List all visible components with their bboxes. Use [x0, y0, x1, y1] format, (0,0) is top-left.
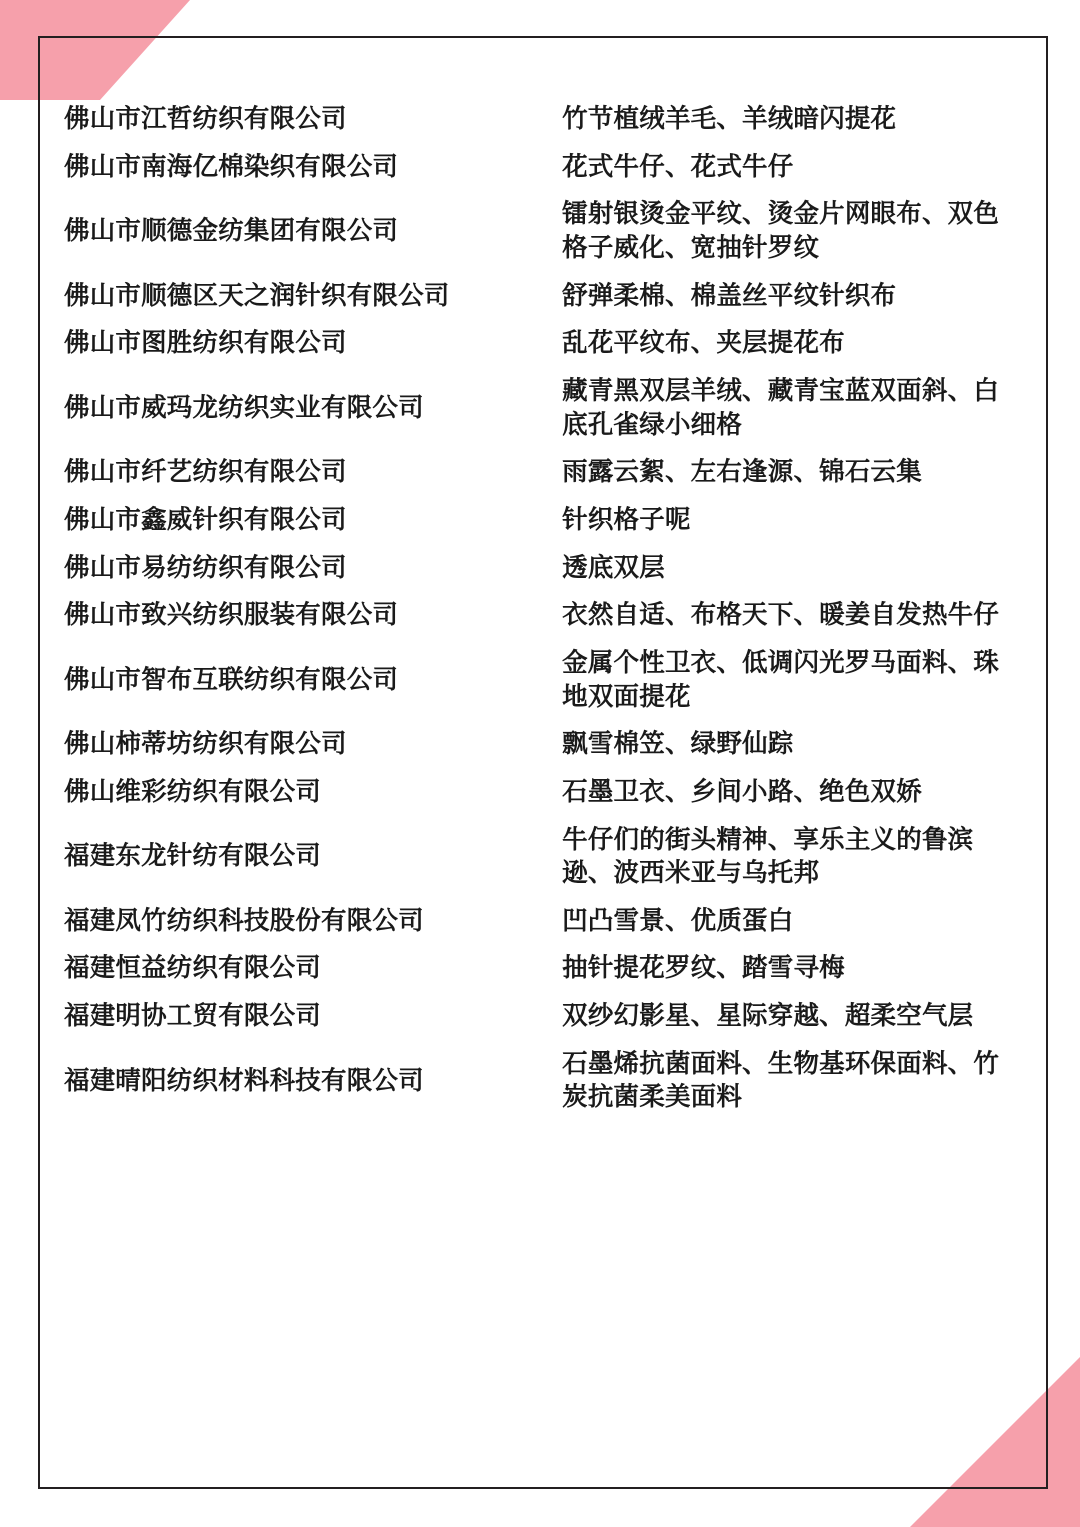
product-name: 花式牛仔、花式牛仔	[562, 152, 794, 181]
product-name: 竹节植绒羊毛、羊绒暗闪提花	[562, 105, 897, 133]
product-name: 舒弹柔棉、棉盖丝平纹针织布	[562, 281, 897, 310]
listing-table	[64, 96, 1022, 1122]
table-row	[64, 320, 1022, 368]
company-name: 佛山市图胜纺织有限公司	[64, 329, 347, 358]
table-row	[64, 769, 1022, 817]
company-name: 佛山市智布互联纺织有限公司	[64, 665, 399, 694]
table-row	[64, 368, 1022, 449]
product-name: 针织格子呢	[562, 505, 691, 534]
table-row	[64, 817, 1022, 898]
table-row	[64, 640, 1022, 721]
table-row	[64, 96, 1022, 144]
company-name: 佛山柿蒂坊纺织有限公司	[64, 730, 347, 759]
table-row	[64, 273, 1022, 321]
product-name: 雨露云絮、左右逢源、锦石云集	[562, 458, 922, 487]
company-name: 佛山市江哲纺织有限公司	[64, 105, 347, 133]
table-row	[64, 497, 1022, 545]
company-name: 福建凤竹纺织科技股份有限公司	[64, 906, 424, 935]
product-name: 抽针提花罗纹、踏雪寻梅	[562, 954, 845, 983]
company-name: 佛山市纤艺纺织有限公司	[64, 458, 347, 487]
product-name: 衣然自适、布格天下、暖姜自发热牛仔	[562, 601, 1000, 630]
product-name: 石墨卫衣、乡间小路、绝色双娇	[562, 777, 922, 806]
table-row	[64, 993, 1022, 1041]
product-name: 镭射银烫金平纹、烫金片网眼布、双色格子威化、宽抽针罗纹	[562, 200, 1000, 262]
product-name: 藏青黑双层羊绒、藏青宝蓝双面斜、白底孔雀绿小细格	[562, 376, 1000, 439]
company-name: 佛山市南海亿棉染织有限公司	[64, 152, 399, 181]
table-row	[64, 945, 1022, 993]
company-name: 佛山市顺德区天之润针织有限公司	[64, 281, 450, 310]
table-row	[64, 721, 1022, 769]
company-name: 佛山市威玛龙纺织实业有限公司	[64, 393, 424, 422]
company-name: 佛山维彩纺织有限公司	[64, 777, 322, 806]
product-name: 双纱幻影星、星际穿越、超柔空气层	[562, 1002, 974, 1031]
product-name: 飘雪棉笠、绿野仙踪	[562, 730, 794, 759]
company-name: 福建恒益纺织有限公司	[64, 954, 322, 983]
product-name: 凹凸雪景、优质蛋白	[562, 906, 794, 935]
company-name: 佛山市顺德金纺集团有限公司	[64, 217, 399, 246]
product-name: 乱花平纹布、夹层提花布	[562, 329, 845, 358]
company-name: 佛山市易纺纺织有限公司	[64, 553, 347, 582]
company-product-list	[38, 36, 1048, 1489]
company-name: 福建明协工贸有限公司	[64, 1002, 322, 1031]
table-row	[64, 545, 1022, 593]
company-name: 福建晴阳纺织材料科技有限公司	[64, 1066, 424, 1095]
table-row	[64, 592, 1022, 640]
table-row	[64, 144, 1022, 192]
table-row	[64, 898, 1022, 946]
listing-table-body	[64, 96, 1022, 1122]
company-name: 佛山市鑫威针织有限公司	[64, 505, 347, 534]
product-name: 牛仔们的街头精神、享乐主义的鲁滨逊、波西米亚与乌托邦	[562, 825, 974, 888]
table-row	[64, 449, 1022, 497]
table-row	[64, 191, 1022, 272]
company-name: 福建东龙针纺有限公司	[64, 842, 322, 871]
table-row	[64, 1041, 1022, 1122]
product-name: 金属个性卫衣、低调闪光罗马面料、珠地双面提花	[562, 648, 1000, 711]
product-name: 石墨烯抗菌面料、生物基环保面料、竹炭抗菌柔美面料	[562, 1049, 1000, 1112]
product-name: 透底双层	[562, 553, 665, 582]
company-name: 佛山市致兴纺织服装有限公司	[64, 601, 399, 630]
